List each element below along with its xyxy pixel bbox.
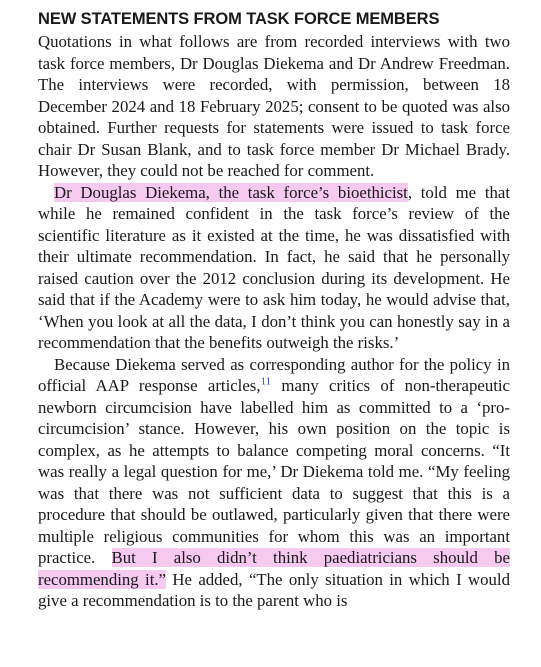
paragraph-text: Because Diekema served as corresponding author for the policy in official AAP response articles, [38, 354, 510, 395]
paragraph-author-stance [38, 354, 510, 612]
paragraph-text: , told me that while he remained confident in the task force’s review of the scientific literature as it existed at the time, he was dissatisfied with their ultimate recommendation. In fact, he said that he personally raised caution over the 2012 conclusion during its development. He said that if the Academy were to ask him today, he would advise that, ‘When you look at all the data, I don’t think you can honestly say in a recommendation that the benefits outweigh the risks.’ [38, 182, 510, 352]
paragraph-diekema [38, 182, 510, 354]
paragraph-intro: Quotations in what follows are from recorded interviews with two task force members, Dr Douglas Diekema and Dr Andrew Freedman. The interviews were recorded, with permission, between 18 December 2024 and 18 February 2025; consent to be quoted was also obtained. Further requests for statements were issued to task force chair Dr Susan Blank, and to task force member Dr Michael Brady. However, they could not be reached for comment. [38, 32, 510, 180]
highlighted-text: Dr Douglas Diekema, the task force’s bioethicist [54, 182, 408, 202]
paragraph-text: many critics of non-therapeutic newborn circumcision have labelled him as committed to a ‘pro-circumcision’ stance. However, his own position on the topic is complex, as he attempts to balance competing moral concerns. “It was really a legal question for me,’ Dr Diekema told me. “My feeling was that there was not sufficient data to suggest that this is a procedure that should be outlawed, particularly given that there were multiple religious communities for whom this was an important practice. [38, 376, 510, 567]
article-page [38, 8, 510, 612]
section-heading: NEW STATEMENTS FROM TASK FORCE MEMBERS [38, 10, 440, 28]
paragraph-text: He added, “The only situation in which I would give a recommendation is to the parent who is [38, 569, 510, 610]
reference-link[interactable]: 11 [260, 375, 272, 388]
highlighted-text: But I also didn’t think paediatricians should be recommending it.” [38, 548, 510, 589]
